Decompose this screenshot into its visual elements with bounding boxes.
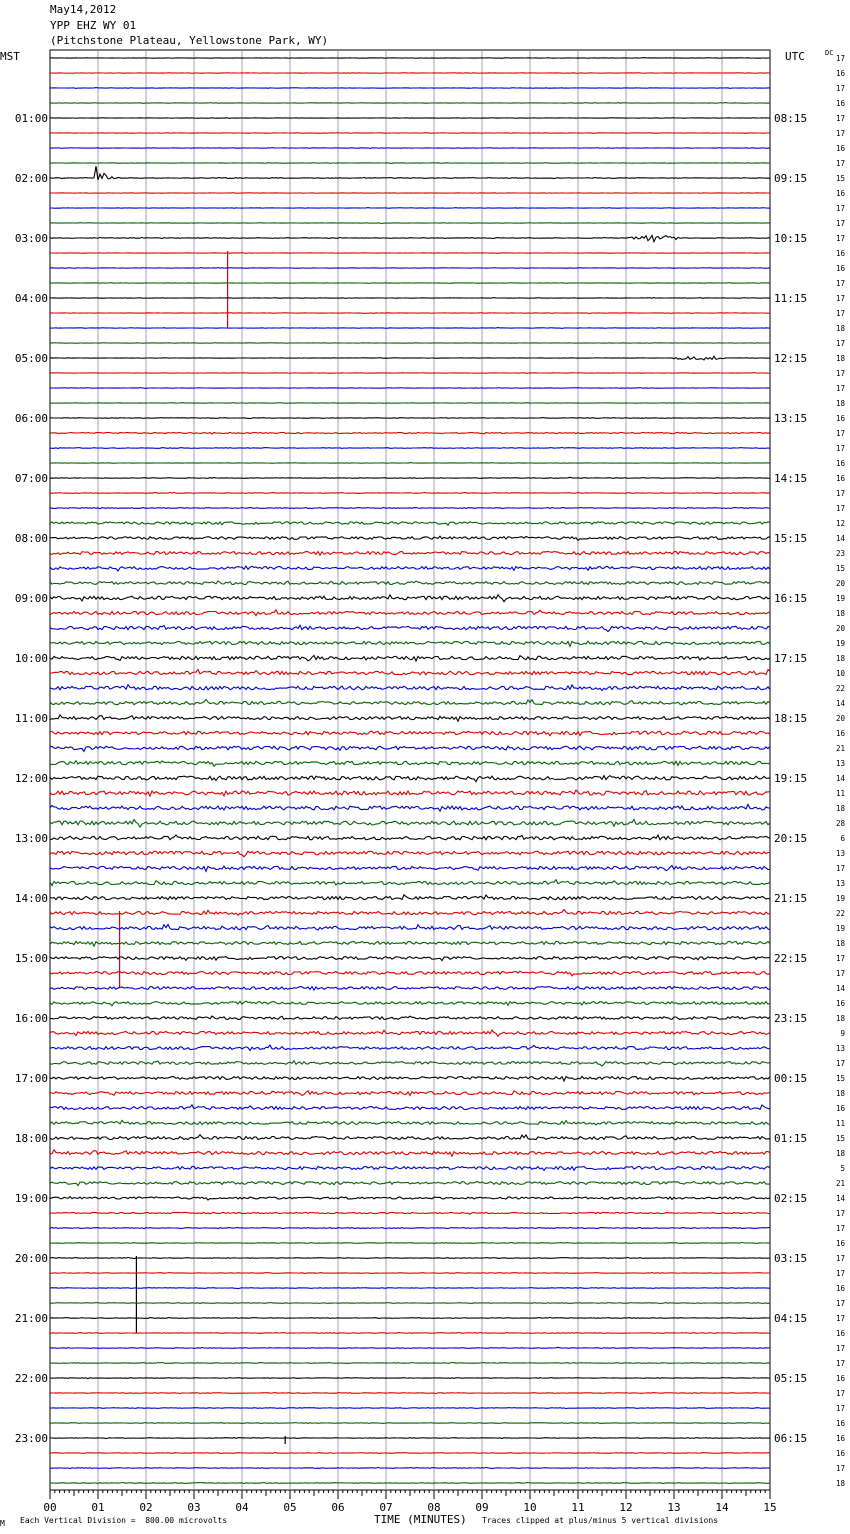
dc-offset-label: 12 [835, 519, 845, 528]
dc-offset-label: 11 [835, 789, 845, 798]
x-tick-label: 08 [427, 1501, 441, 1514]
trace-93 [50, 1453, 770, 1454]
trace-12 [50, 235, 770, 241]
dc-offset-label: 20 [835, 714, 845, 723]
dc-offset-label: 14 [835, 699, 845, 708]
dc-offset-label: 21 [835, 1179, 845, 1188]
trace-39 [50, 641, 770, 646]
trace-42 [50, 685, 770, 691]
trace-30 [50, 508, 770, 509]
date-header: May14,2012 [50, 3, 117, 16]
trace-51 [50, 819, 770, 827]
trace-64 [50, 1016, 770, 1019]
dc-offset-label: 18 [835, 1014, 845, 1023]
dc-offset-label: 18 [835, 939, 845, 948]
mst-hour-label: 18:00 [14, 1132, 48, 1145]
utc-hour-label: 18:15 [774, 712, 808, 725]
mst-hour-label: 01:00 [14, 112, 48, 125]
trace-75 [50, 1182, 770, 1186]
utc-hour-label: 21:15 [774, 892, 808, 905]
trace-31 [50, 522, 770, 525]
trace-17 [50, 313, 770, 314]
dc-offset-label: 17 [835, 954, 845, 963]
trace-28 [50, 477, 770, 478]
trace-24 [50, 418, 770, 419]
mst-hour-label: 22:00 [14, 1372, 48, 1385]
scale-note: Each Vertical Division = 800.00 microvolts [20, 1516, 228, 1525]
dc-offset-label: 18 [835, 399, 845, 408]
dc-offset-label: 17 [835, 279, 845, 288]
trace-54 [50, 866, 770, 872]
trace-7 [50, 163, 770, 164]
mst-hour-label: 06:00 [14, 412, 48, 425]
dc-offset-label: 16 [835, 264, 845, 273]
trace-23 [50, 403, 770, 404]
utc-hour-label: 06:15 [774, 1432, 808, 1445]
trace-66 [50, 1045, 770, 1050]
trace-25 [50, 432, 770, 434]
utc-hour-label: 23:15 [774, 1012, 808, 1025]
dc-offset-label: 17 [835, 1059, 845, 1068]
dc-offset-label: 16 [835, 189, 845, 198]
trace-37 [50, 610, 770, 616]
trace-48 [50, 776, 770, 782]
mst-hour-label: 19:00 [14, 1192, 48, 1205]
dc-offset-label: 17 [835, 294, 845, 303]
dc-offset-label: 17 [835, 1269, 845, 1278]
trace-70 [50, 1105, 770, 1110]
dc-offset-label: 17 [835, 219, 845, 228]
trace-36 [50, 595, 770, 602]
x-tick-label: 09 [475, 1501, 489, 1514]
mst-hour-label: 21:00 [14, 1312, 48, 1325]
dc-offset-label: 17 [835, 114, 845, 123]
mst-hour-label: 11:00 [14, 712, 48, 725]
utc-hour-label: 20:15 [774, 832, 808, 845]
utc-hour-label: 12:15 [774, 352, 808, 365]
trace-61 [50, 971, 770, 976]
dc-offset-label: 16 [835, 414, 845, 423]
dc-offset-label: 16 [835, 144, 845, 153]
trace-40 [50, 656, 770, 661]
dc-offset-label: 9 [840, 1029, 845, 1038]
dc-offset-label: 17 [835, 444, 845, 453]
mst-hour-label: 03:00 [14, 232, 48, 245]
left-axis-label: MST [0, 50, 20, 63]
x-tick-label: 14 [715, 1501, 729, 1514]
mst-hour-label: 02:00 [14, 172, 48, 185]
dc-offset-label: 19 [835, 594, 845, 603]
trace-29 [50, 492, 770, 493]
dc-offset-label: 13 [835, 849, 845, 858]
trace-81 [50, 1273, 770, 1274]
trace-21 [50, 373, 770, 374]
trace-85 [50, 1332, 770, 1333]
utc-hour-label: 17:15 [774, 652, 808, 665]
mst-hour-label: 07:00 [14, 472, 48, 485]
corner-mark: M [0, 1519, 5, 1528]
trace-0 [50, 58, 770, 59]
dc-offset-label: 28 [835, 819, 845, 828]
dc-offset-label: 17 [835, 429, 845, 438]
trace-89 [50, 1393, 770, 1394]
station-header: YPP EHZ WY 01 [50, 19, 137, 32]
dc-offset-label: 17 [835, 864, 845, 873]
trace-68 [50, 1076, 770, 1081]
utc-hour-label: 10:15 [774, 232, 808, 245]
mst-hour-label: 09:00 [14, 592, 48, 605]
trace-16 [50, 298, 770, 299]
x-tick-label: 04 [235, 1501, 249, 1514]
dc-offset-label: 18 [835, 804, 845, 813]
mst-hour-label: 15:00 [14, 952, 48, 965]
trace-83 [50, 1303, 770, 1304]
x-tick-label: 05 [283, 1501, 297, 1514]
dc-offset-label: 14 [835, 1194, 845, 1203]
trace-44 [50, 715, 770, 721]
trace-69 [50, 1091, 770, 1096]
trace-46 [50, 746, 770, 751]
mst-hour-label: 12:00 [14, 772, 48, 785]
trace-73 [50, 1150, 770, 1156]
dc-offset-label: 17 [835, 54, 845, 63]
trace-2 [50, 88, 770, 89]
trace-91 [50, 1423, 770, 1424]
dc-offset-label: 16 [835, 459, 845, 468]
trace-6 [50, 148, 770, 149]
trace-49 [50, 790, 770, 796]
dc-offset-label: 19 [835, 639, 845, 648]
trace-32 [50, 536, 770, 540]
dc-offset-label: 17 [835, 309, 845, 318]
utc-hour-label: 19:15 [774, 772, 808, 785]
mst-hour-label: 17:00 [14, 1072, 48, 1085]
dc-offset-label: 17 [835, 204, 845, 213]
trace-45 [50, 731, 770, 735]
trace-95 [50, 1482, 770, 1483]
trace-26 [50, 447, 770, 448]
trace-86 [50, 1347, 770, 1348]
dc-offset-label: 17 [835, 969, 845, 978]
trace-5 [50, 133, 770, 134]
dc-offset-label: 17 [835, 504, 845, 513]
utc-hour-label: 15:15 [774, 532, 808, 545]
dc-offset-label: 16 [835, 1434, 845, 1443]
dc-offset-label: 14 [835, 984, 845, 993]
utc-hour-label: 09:15 [774, 172, 808, 185]
trace-33 [50, 552, 770, 556]
trace-35 [50, 581, 770, 585]
trace-82 [50, 1288, 770, 1289]
dc-offset-label: 17 [835, 369, 845, 378]
dc-offset-label: 18 [835, 354, 845, 363]
trace-79 [50, 1242, 770, 1243]
trace-43 [50, 700, 770, 705]
dc-offset-label: 13 [835, 1044, 845, 1053]
mst-hour-label: 05:00 [14, 352, 48, 365]
utc-hour-label: 03:15 [774, 1252, 808, 1265]
trace-13 [50, 253, 770, 254]
trace-38 [50, 625, 770, 631]
dc-offset-label: 6 [840, 834, 845, 843]
trace-56 [50, 895, 770, 900]
dc-offset-label: 5 [840, 1164, 845, 1173]
trace-14 [50, 268, 770, 269]
dc-offset-label: 16 [835, 69, 845, 78]
utc-hour-label: 13:15 [774, 412, 808, 425]
trace-88 [50, 1378, 770, 1379]
dc-offset-label: 16 [835, 99, 845, 108]
trace-60 [50, 957, 770, 961]
trace-92 [50, 1438, 770, 1439]
trace-94 [50, 1467, 770, 1468]
dc-offset-label: 14 [835, 534, 845, 543]
trace-59 [50, 941, 770, 946]
dc-offset-label: 16 [835, 1374, 845, 1383]
dc-offset-label: 13 [835, 879, 845, 888]
x-tick-label: 07 [379, 1501, 393, 1514]
dc-offset-label: 18 [835, 1149, 845, 1158]
dc-offset-label: 18 [835, 609, 845, 618]
dc-offset-label: 17 [835, 1464, 845, 1473]
x-tick-label: 06 [331, 1501, 345, 1514]
dc-offset-label: 17 [835, 1209, 845, 1218]
trace-18 [50, 328, 770, 329]
dc-offset-label: 17 [835, 129, 845, 138]
trace-8 [50, 166, 770, 180]
x-tick-label: 01 [91, 1501, 105, 1514]
plot-frame [50, 50, 770, 1490]
mst-hour-label: 10:00 [14, 652, 48, 665]
mst-hour-label: 04:00 [14, 292, 48, 305]
trace-1 [50, 73, 770, 74]
trace-20 [50, 356, 770, 360]
clip-note: Traces clipped at plus/minus 5 vertical divisions [482, 1516, 719, 1525]
dc-offset-label: 16 [835, 474, 845, 483]
dc-offset-label: 17 [835, 339, 845, 348]
trace-19 [50, 343, 770, 344]
dc-offset-label: 16 [835, 1284, 845, 1293]
right-axis-label: UTC [785, 50, 805, 63]
dc-offset-label: 16 [835, 1104, 845, 1113]
x-tick-label: 00 [43, 1501, 57, 1514]
trace-4 [50, 118, 770, 119]
trace-27 [50, 463, 770, 464]
mst-hour-label: 16:00 [14, 1012, 48, 1025]
dc-offset-label: 17 [835, 1389, 845, 1398]
trace-10 [50, 208, 770, 209]
dc-offset-label: 16 [835, 999, 845, 1008]
trace-77 [50, 1212, 770, 1214]
trace-90 [50, 1408, 770, 1409]
mst-hour-label: 20:00 [14, 1252, 48, 1265]
trace-67 [50, 1061, 770, 1066]
trace-15 [50, 283, 770, 284]
utc-hour-label: 02:15 [774, 1192, 808, 1205]
dc-offset-label: 16 [835, 249, 845, 258]
dc-offset-label: 22 [835, 909, 845, 918]
mst-hour-label: 23:00 [14, 1432, 48, 1445]
x-tick-label: 02 [139, 1501, 153, 1514]
location-header: (Pitchstone Plateau, Yellowstone Park, WY) [50, 34, 329, 47]
dc-offset-label: 16 [835, 729, 845, 738]
trace-57 [50, 910, 770, 916]
utc-hour-label: 05:15 [774, 1372, 808, 1385]
dc-offset-label: 14 [835, 774, 845, 783]
dc-offset-label: 17 [835, 489, 845, 498]
trace-55 [50, 880, 770, 886]
utc-hour-label: 22:15 [774, 952, 808, 965]
trace-63 [50, 1001, 770, 1006]
utc-hour-label: 14:15 [774, 472, 808, 485]
mst-hour-label: 14:00 [14, 892, 48, 905]
trace-78 [50, 1227, 770, 1228]
utc-hour-label: 08:15 [774, 112, 808, 125]
trace-34 [50, 566, 770, 571]
dc-offset-label: 22 [835, 684, 845, 693]
utc-hour-label: 16:15 [774, 592, 808, 605]
mst-hour-label: 08:00 [14, 532, 48, 545]
dc-offset-label: 17 [835, 1359, 845, 1368]
trace-22 [50, 388, 770, 389]
dc-offset-label: 17 [835, 1344, 845, 1353]
dc-offset-label: 20 [835, 579, 845, 588]
dc-offset-label: 17 [835, 1314, 845, 1323]
utc-hour-label: 00:15 [774, 1072, 808, 1085]
dc-offset-label: 11 [835, 1119, 845, 1128]
dc-offset-label: 15 [835, 174, 845, 183]
utc-hour-label: 01:15 [774, 1132, 808, 1145]
dc-offset-label: 21 [835, 744, 845, 753]
x-tick-label: 13 [667, 1501, 681, 1514]
dc-offset-label: 16 [835, 1449, 845, 1458]
utc-hour-label: 04:15 [774, 1312, 808, 1325]
dc-offset-label: 17 [835, 1404, 845, 1413]
dc-offset-label: 15 [835, 1134, 845, 1143]
dc-offset-label: 17 [835, 234, 845, 243]
x-axis-title: TIME (MINUTES) [374, 1513, 467, 1526]
dc-offset-label: 10 [835, 669, 845, 678]
trace-50 [50, 804, 770, 811]
trace-11 [50, 223, 770, 224]
x-tick-label: 15 [763, 1501, 777, 1514]
dc-offset-label: 19 [835, 894, 845, 903]
mst-hour-label: 13:00 [14, 832, 48, 845]
trace-47 [50, 761, 770, 767]
dc-offset-label: 23 [835, 549, 845, 558]
x-tick-label: 11 [571, 1501, 585, 1514]
dc-offset-label: 15 [835, 564, 845, 573]
dc-offset-label: 18 [835, 1479, 845, 1488]
dc-offset-label: 17 [835, 1254, 845, 1263]
dc-offset-label: 16 [835, 1239, 845, 1248]
dc-offset-label: 17 [835, 1299, 845, 1308]
dc-offset-label: 16 [835, 1419, 845, 1428]
trace-65 [50, 1030, 770, 1036]
trace-87 [50, 1362, 770, 1363]
x-tick-label: 03 [187, 1501, 201, 1514]
dc-offset-label: 19 [835, 924, 845, 933]
dc-label: DC [825, 49, 834, 57]
trace-3 [50, 103, 770, 104]
trace-58 [50, 924, 770, 930]
trace-72 [50, 1135, 770, 1140]
trace-52 [50, 835, 770, 840]
dc-offset-label: 13 [835, 759, 845, 768]
dc-offset-label: 18 [835, 1089, 845, 1098]
dc-offset-label: 17 [835, 84, 845, 93]
x-tick-label: 10 [523, 1501, 537, 1514]
trace-74 [50, 1167, 770, 1171]
dc-offset-label: 17 [835, 384, 845, 393]
dc-offset-label: 18 [835, 324, 845, 333]
trace-80 [50, 1257, 770, 1258]
dc-offset-label: 17 [835, 1224, 845, 1233]
x-tick-label: 12 [619, 1501, 633, 1514]
dc-offset-label: 15 [835, 1074, 845, 1083]
dc-offset-label: 17 [835, 159, 845, 168]
trace-84 [50, 1317, 770, 1318]
trace-71 [50, 1120, 770, 1125]
trace-76 [50, 1197, 770, 1200]
trace-41 [50, 670, 770, 675]
dc-offset-label: 20 [835, 624, 845, 633]
dc-offset-label: 16 [835, 1329, 845, 1338]
utc-hour-label: 11:15 [774, 292, 808, 305]
trace-53 [50, 851, 770, 857]
trace-62 [50, 987, 770, 991]
dc-offset-label: 18 [835, 654, 845, 663]
